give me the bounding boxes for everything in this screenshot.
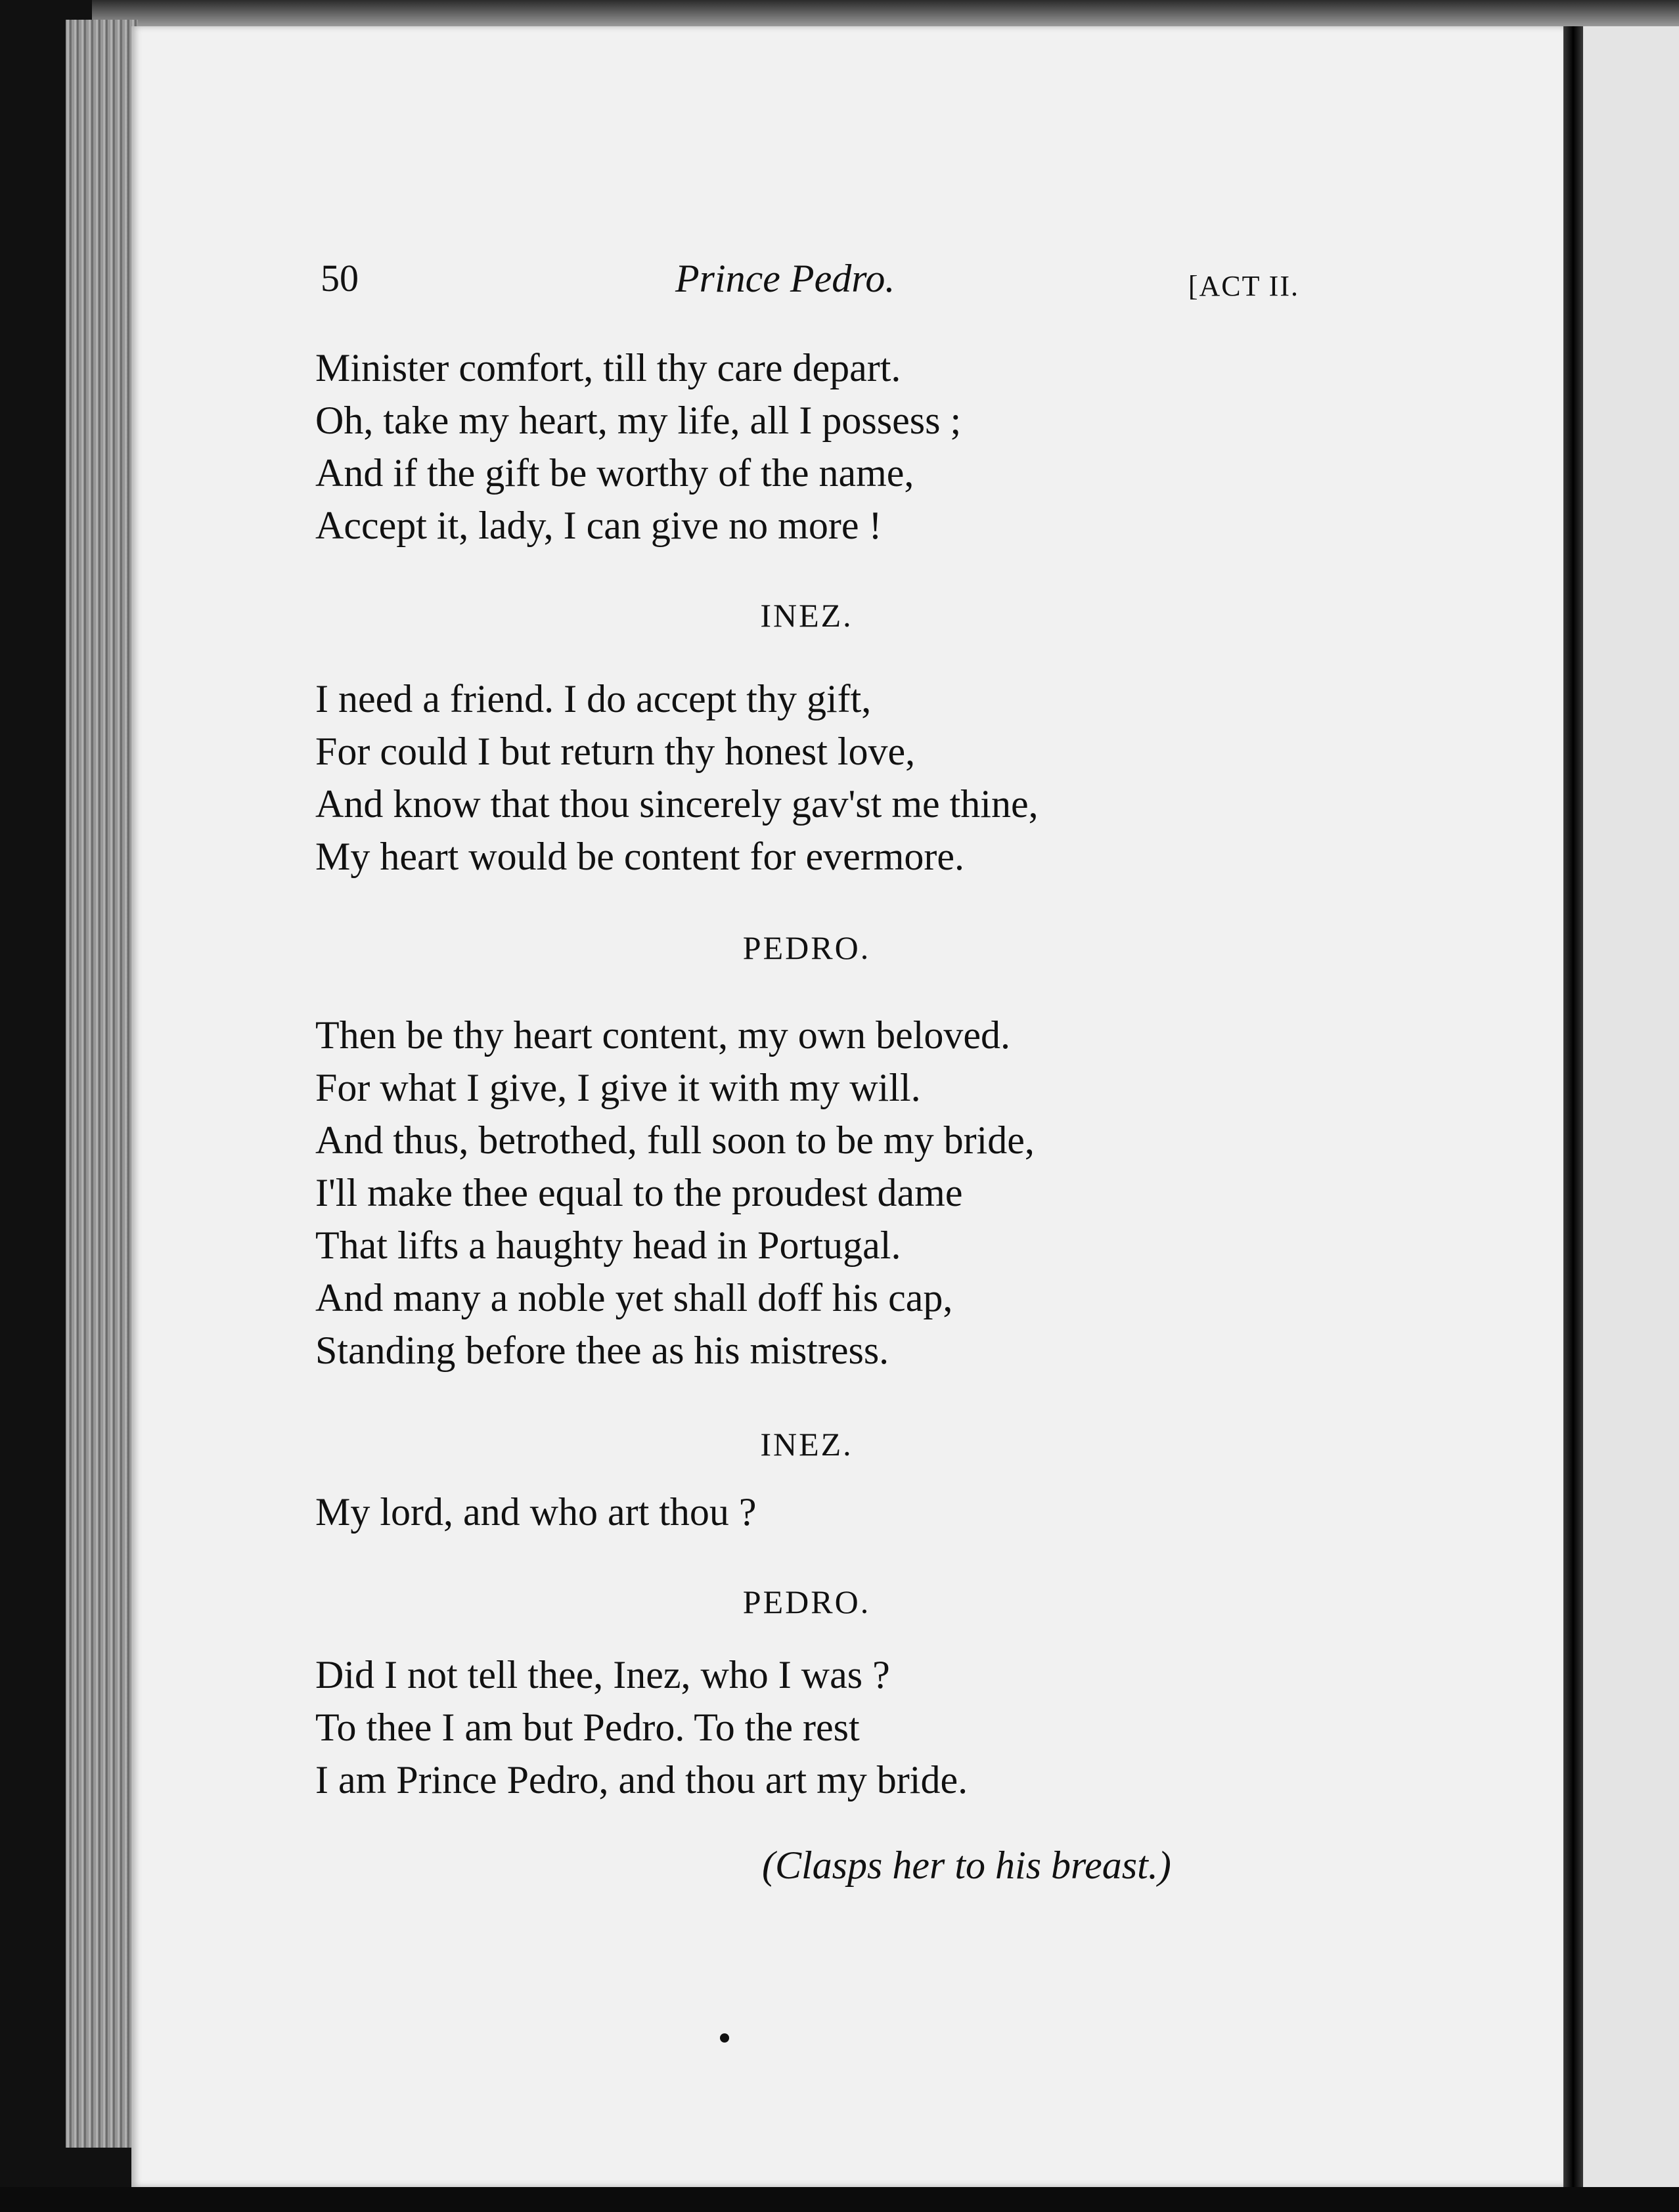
speech-inez-verse (315, 1486, 757, 1538)
verse-line: My heart would be content for evermore. (315, 835, 964, 878)
speech-pedro-verse (315, 1648, 968, 1806)
verse-line: I'll make thee equal to the proudest dame (315, 1171, 963, 1214)
speaker-name-inez: INEZ. (760, 1426, 853, 1463)
speaker-name-pedro: PEDRO. (742, 1583, 871, 1620)
running-header (321, 256, 1299, 309)
verse-line: And if the gift be worthy of the name, (315, 451, 914, 495)
verse-block-continued (315, 342, 961, 552)
speaker-name-pedro: PEDRO. (742, 929, 871, 966)
verse-line: And know that thou sincerely gav'st me thine, (315, 782, 1039, 826)
verse-line: And many a noble yet shall doff his cap, (315, 1276, 953, 1319)
verse-line: My lord, and who art thou ? (315, 1490, 757, 1534)
verse-line: Minister comfort, till thy care depart. (315, 346, 901, 389)
speaker-name-inez: INEZ. (760, 597, 853, 634)
speech-pedro-verse (315, 1009, 1035, 1377)
verse-line: To thee I am but Pedro. To the rest (315, 1706, 860, 1749)
verse-line: Then be thy heart content, my own beloved. (315, 1013, 1011, 1057)
verse-line: That lifts a haughty head in Portugal. (315, 1224, 901, 1267)
verse-line: And thus, betrothed, full soon to be my bride, (315, 1118, 1035, 1162)
running-title: Prince Pedro. (675, 257, 895, 300)
stage-direction: (Clasps her to his breast.) (762, 1844, 1171, 1887)
verse-line: For what I give, I give it with my will. (315, 1066, 921, 1109)
act-marker: [ACT II. (1188, 270, 1299, 302)
ink-speck (720, 2033, 729, 2043)
speech-inez-verse (315, 673, 1039, 883)
verse-line: Accept it, lady, I can give no more ! (315, 504, 882, 547)
verse-line: Standing before thee as his mistress. (315, 1329, 889, 1372)
verse-line: Did I not tell thee, Inez, who I was ? (315, 1653, 890, 1696)
page-number: 50 (321, 257, 359, 299)
verse-line: I need a friend. I do accept thy gift, (315, 677, 872, 720)
verse-line: Oh, take my heart, my life, all I possess ; (315, 399, 962, 442)
verse-line: I am Prince Pedro, and thou art my bride. (315, 1758, 968, 1802)
verse-line: For could I but return thy honest love, (315, 730, 916, 773)
